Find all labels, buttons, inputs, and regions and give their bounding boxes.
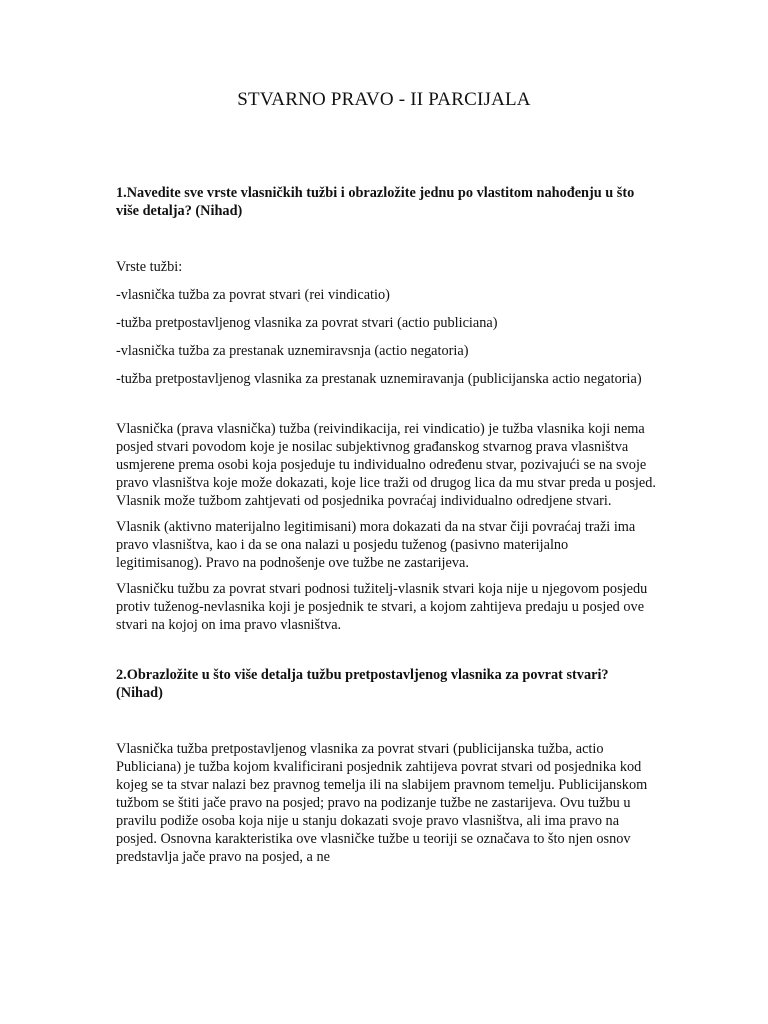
paragraph: Vlasničku tužbu za povrat stvari podnosi tužitelj-vlasnik stvari koja nije u njegovom posjedu protiv tuženog-nevlasnika koji je posjednik te stvari, a kojom zahtijeva predaju u posjed ove stvari na kojoj on ima pravo vlasništva. <box>116 581 648 633</box>
page-title: STVARNO PRAVO - II PARCIJALA <box>237 89 531 110</box>
spacer <box>116 510 656 518</box>
question-2: 2.Obrazložite u što više detalja tužbu pretpostavljenog vlasnika za povrat stvari? (Nihad) <box>116 667 609 701</box>
spacer <box>116 220 656 258</box>
spacer <box>116 388 656 420</box>
paragraph: Vlasnik (aktivno materijalno legitimisani) mora dokazati da na stvar čiji povraćaj traži ima pravo vlasništva, kao i da se ona nalazi u posjedu tuženog (pasivno materijalno legitimisanog). Pravo na podnošenje ove tužbe ne zastarijeva. <box>116 519 636 571</box>
spacer <box>116 360 656 370</box>
document-body <box>116 184 656 866</box>
list-item: -vlasnička tužba za povrat stvari (rei vindicatio) <box>116 287 390 303</box>
spacer <box>116 572 656 580</box>
spacer <box>116 634 656 666</box>
paragraph: Vlasnička tužba pretpostavljenog vlasnika za povrat stvari (publicijanska tužba, actio Publiciana) je tužba kojom kvalificirani posjednik zahtijeva povrat stvari od posjednika kod kojeg se ta stvar nalazi bez pravnog temelja ili na slabijem pravnom temelju. Publicijanskom tužbom se štiti jače pravo na posjed; pravo na podizanje tužbe ne zastarijeva. Ovu tužbu u pravilu podiže osoba koja nije u stanju dokazati svoje pravo vlasništva, ali ima pravo na posjed. Osnovna karakteristika ove vlasničke tužbe u teoriji se označava to što njen osnov predstavlja jače pravo na posjed, a ne <box>116 741 648 865</box>
paragraph: Vlasnička (prava vlasnička) tužba (reivindikacija, rei vindicatio) je tužba vlasnika koji nema posjed stvari povodom koje je nosilac subjektivnog građanskog stvarnog prava vlasništva usmjerene prema osobi koja posjeduje tu individualno određenu stvar, pozivajući se na svoje pravo vlasništva koje može dokazati, koje lice traži od drugog lica da mu stvar preda u posjed. Vlasnik može tužbom zahtjevati od posjednika povraćaj individualno odredjene stvari. <box>116 421 656 509</box>
spacer <box>116 702 656 740</box>
list-item: -tužba pretpostavljenog vlasnika za prestanak uznemiravanja (publicijanska actio negatoria) <box>116 371 642 387</box>
list-item: -tužba pretpostavljenog vlasnika za povrat stvari (actio publiciana) <box>116 315 498 331</box>
question-1: 1.Navedite sve vrste vlasničkih tužbi i obrazložite jednu po vlastitom nahođenju u što više detalja? (Nihad) <box>116 185 635 219</box>
list-item: -vlasnička tužba za prestanak uznemiravsnja (actio negatoria) <box>116 343 469 359</box>
spacer <box>116 304 656 314</box>
spacer <box>116 332 656 342</box>
types-heading: Vrste tužbi: <box>116 259 183 275</box>
spacer <box>116 276 656 286</box>
